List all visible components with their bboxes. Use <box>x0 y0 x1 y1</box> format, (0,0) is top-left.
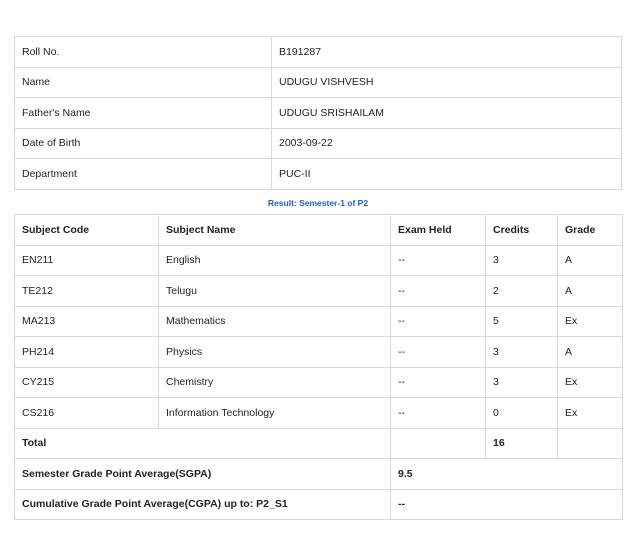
exam-held: -- <box>391 367 486 398</box>
table-row <box>15 337 623 368</box>
grade: A <box>558 337 623 368</box>
cgpa-label: Cumulative Grade Point Average(CGPA) up to: P2_S1 <box>15 489 391 520</box>
department-label: Department <box>15 159 272 190</box>
subject-name: Telugu <box>159 276 391 307</box>
subject-code: MA213 <box>15 306 159 337</box>
total-row <box>15 428 623 459</box>
student-info-table <box>14 36 622 190</box>
grades-table <box>14 214 623 520</box>
dob-label: Date of Birth <box>15 128 272 159</box>
dob-value: 2003-09-22 <box>272 128 622 159</box>
roll-no-row <box>15 37 622 68</box>
subject-code: TE212 <box>15 276 159 307</box>
total-grade-empty <box>558 428 623 459</box>
credits: 3 <box>486 245 558 276</box>
header-exam-held: Exam Held <box>391 215 486 246</box>
grade: A <box>558 276 623 307</box>
subject-name: Information Technology <box>159 398 391 429</box>
subject-code: CS216 <box>15 398 159 429</box>
header-subject-code: Subject Code <box>15 215 159 246</box>
cgpa-value: -- <box>391 489 623 520</box>
roll-no-label: Roll No. <box>15 37 272 68</box>
credits: 3 <box>486 337 558 368</box>
exam-held: -- <box>391 398 486 429</box>
father-name-label: Father's Name <box>15 98 272 129</box>
subject-name: Physics <box>159 337 391 368</box>
result-title: Result: Semester-1 of P2 <box>267 198 369 208</box>
grade: Ex <box>558 367 623 398</box>
dob-row <box>15 128 622 159</box>
sgpa-row <box>15 459 623 490</box>
credits: 2 <box>486 276 558 307</box>
cgpa-row <box>15 489 623 520</box>
exam-held: -- <box>391 306 486 337</box>
subject-code: EN211 <box>15 245 159 276</box>
header-grade: Grade <box>558 215 623 246</box>
father-name-row <box>15 98 622 129</box>
credits: 0 <box>486 398 558 429</box>
department-row <box>15 159 622 190</box>
table-row <box>15 276 623 307</box>
exam-held: -- <box>391 337 486 368</box>
credits: 3 <box>486 367 558 398</box>
grades-header-row <box>15 215 623 246</box>
department-value: PUC-II <box>272 159 622 190</box>
sgpa-value: 9.5 <box>391 459 623 490</box>
table-row <box>15 306 623 337</box>
name-label: Name <box>15 67 272 98</box>
table-row <box>15 367 623 398</box>
name-value: UDUGU VISHVESH <box>272 67 622 98</box>
grade: Ex <box>558 306 623 337</box>
subject-code: CY215 <box>15 367 159 398</box>
credits: 5 <box>486 306 558 337</box>
father-name-value: UDUGU SRISHAILAM <box>272 98 622 129</box>
header-subject-name: Subject Name <box>159 215 391 246</box>
total-exam-empty <box>391 428 486 459</box>
header-credits: Credits <box>486 215 558 246</box>
table-row <box>15 398 623 429</box>
subject-name: Mathematics <box>159 306 391 337</box>
total-credits: 16 <box>486 428 558 459</box>
grade: Ex <box>558 398 623 429</box>
exam-held: -- <box>391 245 486 276</box>
subject-code: PH214 <box>15 337 159 368</box>
exam-held: -- <box>391 276 486 307</box>
grade: A <box>558 245 623 276</box>
roll-no-value: B191287 <box>272 37 622 68</box>
name-row <box>15 67 622 98</box>
subject-name: Chemistry <box>159 367 391 398</box>
sgpa-label: Semester Grade Point Average(SGPA) <box>15 459 391 490</box>
table-row <box>15 245 623 276</box>
subject-name: English <box>159 245 391 276</box>
total-label: Total <box>15 428 391 459</box>
